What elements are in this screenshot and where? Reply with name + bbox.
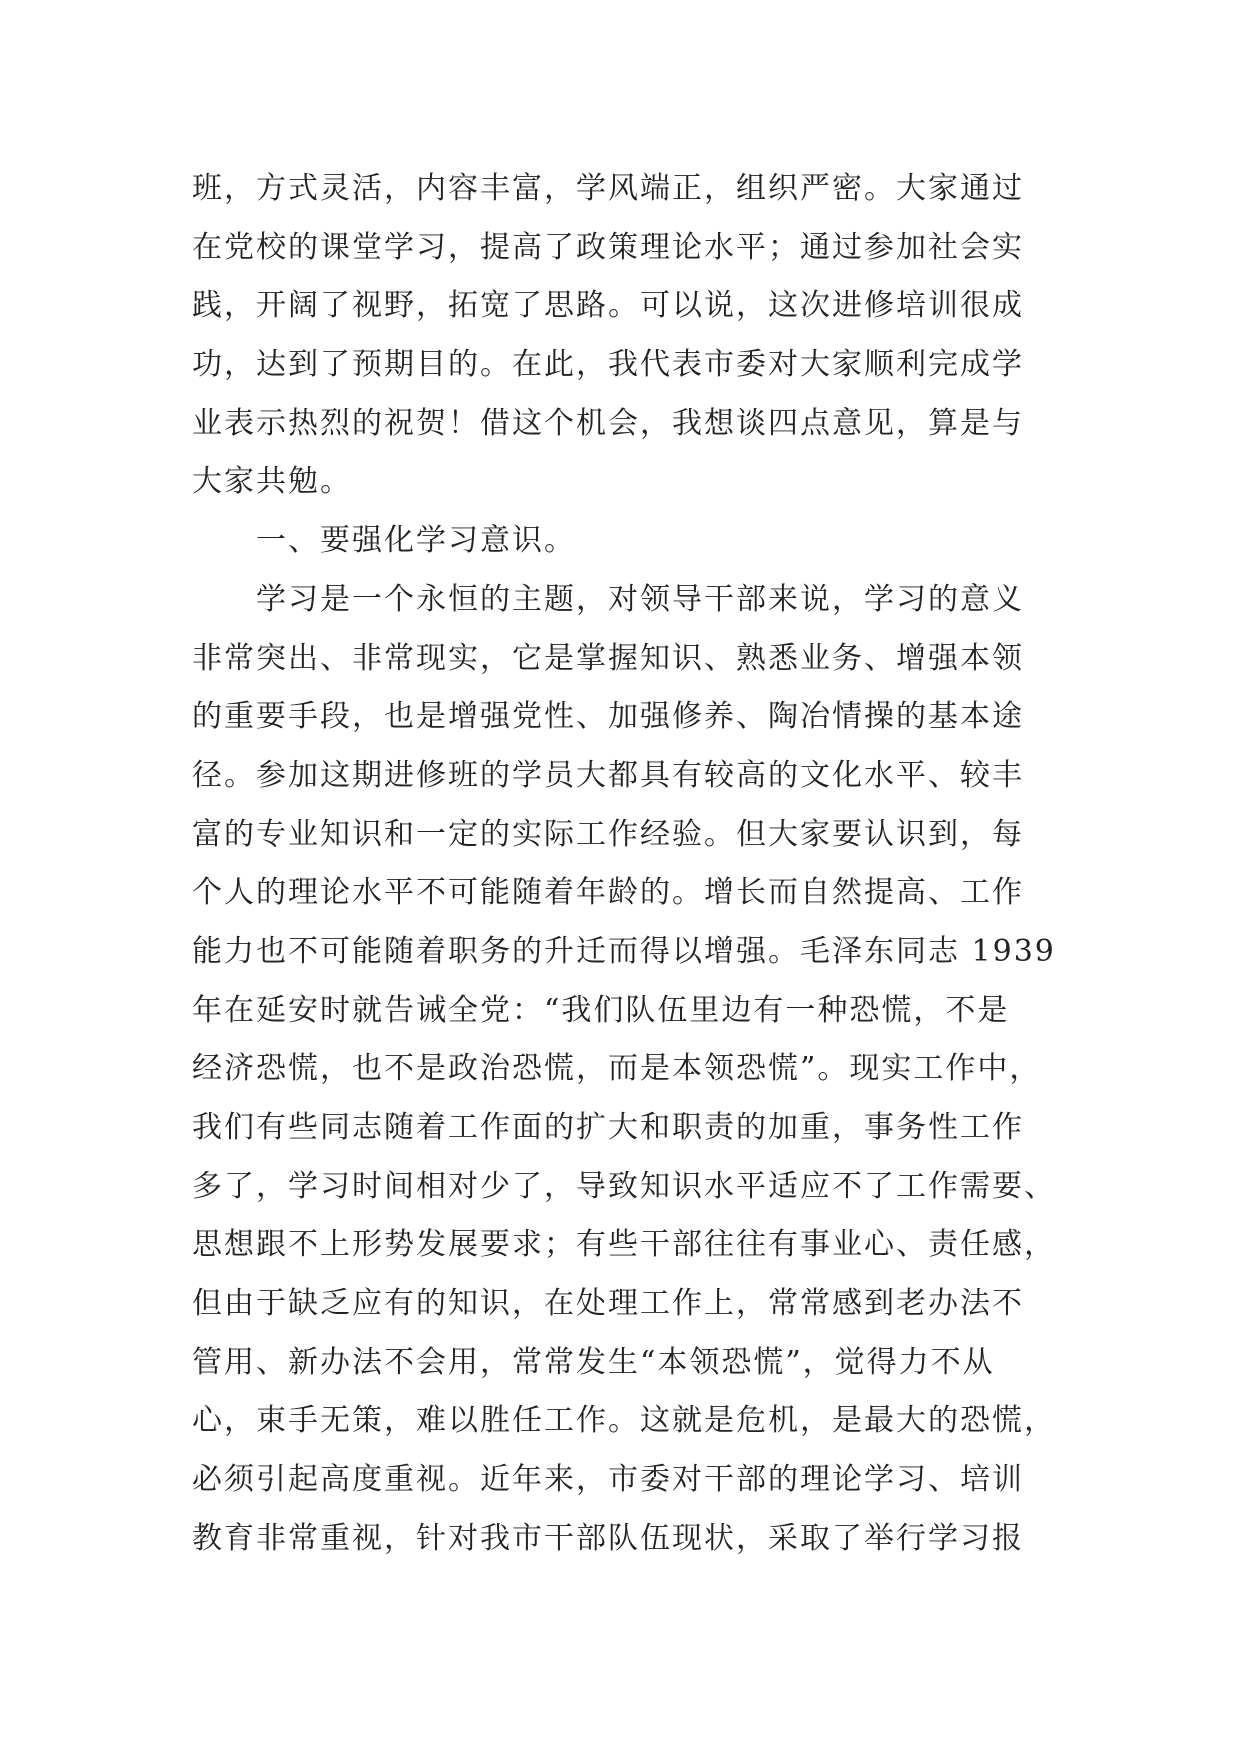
text-line: 必须引起高度重视。近年来，市委对干部的理论学习、培训 <box>192 1462 1024 1498</box>
paragraph-first-line: 学习是一个永恒的主题，对领导干部来说，学习的意义 <box>256 581 1024 617</box>
text-line: 个人的理论水平不可能随着年龄的。增长而自然提高、工作 <box>192 875 1024 911</box>
text-line: 的重要手段，也是增强党性、加强修养、陶冶情操的基本途 <box>192 699 1024 735</box>
text-line: 径。参加这期进修班的学员大都具有较高的文化水平、较丰 <box>192 757 1024 793</box>
text-line: 在党校的课堂学习，提高了政策理论水平；通过参加社会实 <box>192 229 1024 265</box>
text-line: 业表示热烈的祝贺！借这个机会，我想谈四点意见，算是与 <box>192 405 1024 441</box>
body-text <box>192 160 1056 1569</box>
text-line: 我们有些同志随着工作面的扩大和职责的加重，事务性工作 <box>192 1110 1024 1145</box>
text-line: 功，达到了预期目的。在此，我代表市委对大家顺利完成学 <box>192 347 1024 383</box>
text-line: 富的专业知识和一定的实际工作经验。但大家要认识到，每 <box>192 816 1024 852</box>
text-line: 践，开阔了视野，拓宽了思路。可以说，这次进修培训很成 <box>192 288 1024 324</box>
text-line: 管用、新办法不会用，常常发生“本领恐慌”，觉得力不从 <box>192 1344 995 1380</box>
text-line: 多了，学习时间相对少了，导致知识水平适应不了工作需要、 <box>192 1168 1056 1204</box>
text-line: 能力也不可能随着职务的升迁而得以增强。毛泽东同志 1939 <box>192 933 1056 969</box>
text-line: 但由于缺乏应有的知识，在处理工作上，常常感到老办法不 <box>192 1286 1024 1322</box>
text-line: 教育非常重视，针对我市干部队伍现状，采取了举行学习报 <box>192 1520 1024 1556</box>
text-line: 思想跟不上形势发展要求；有些干部往往有事业心、责任感， <box>192 1227 1056 1263</box>
text-line: 心，束手无策，难以胜任工作。这就是危机，是最大的恐慌， <box>192 1403 1056 1439</box>
text-line: 年在延安时就告诫全党：“我们队伍里边有一种恐慌，不是 <box>192 992 1010 1028</box>
text-line: 经济恐慌，也不是政治恐慌，而是本领恐慌”。现实工作中， <box>192 1051 1042 1087</box>
text-line: 大家共勉。 <box>192 464 352 500</box>
section-heading: 一、要强化学习意识。 <box>256 523 576 559</box>
text-line: 班，方式灵活，内容丰富，学风端正，组织严密。大家通过 <box>192 171 1024 206</box>
text-line: 非常突出、非常现实，它是掌握知识、熟悉业务、增强本领 <box>192 640 1024 676</box>
